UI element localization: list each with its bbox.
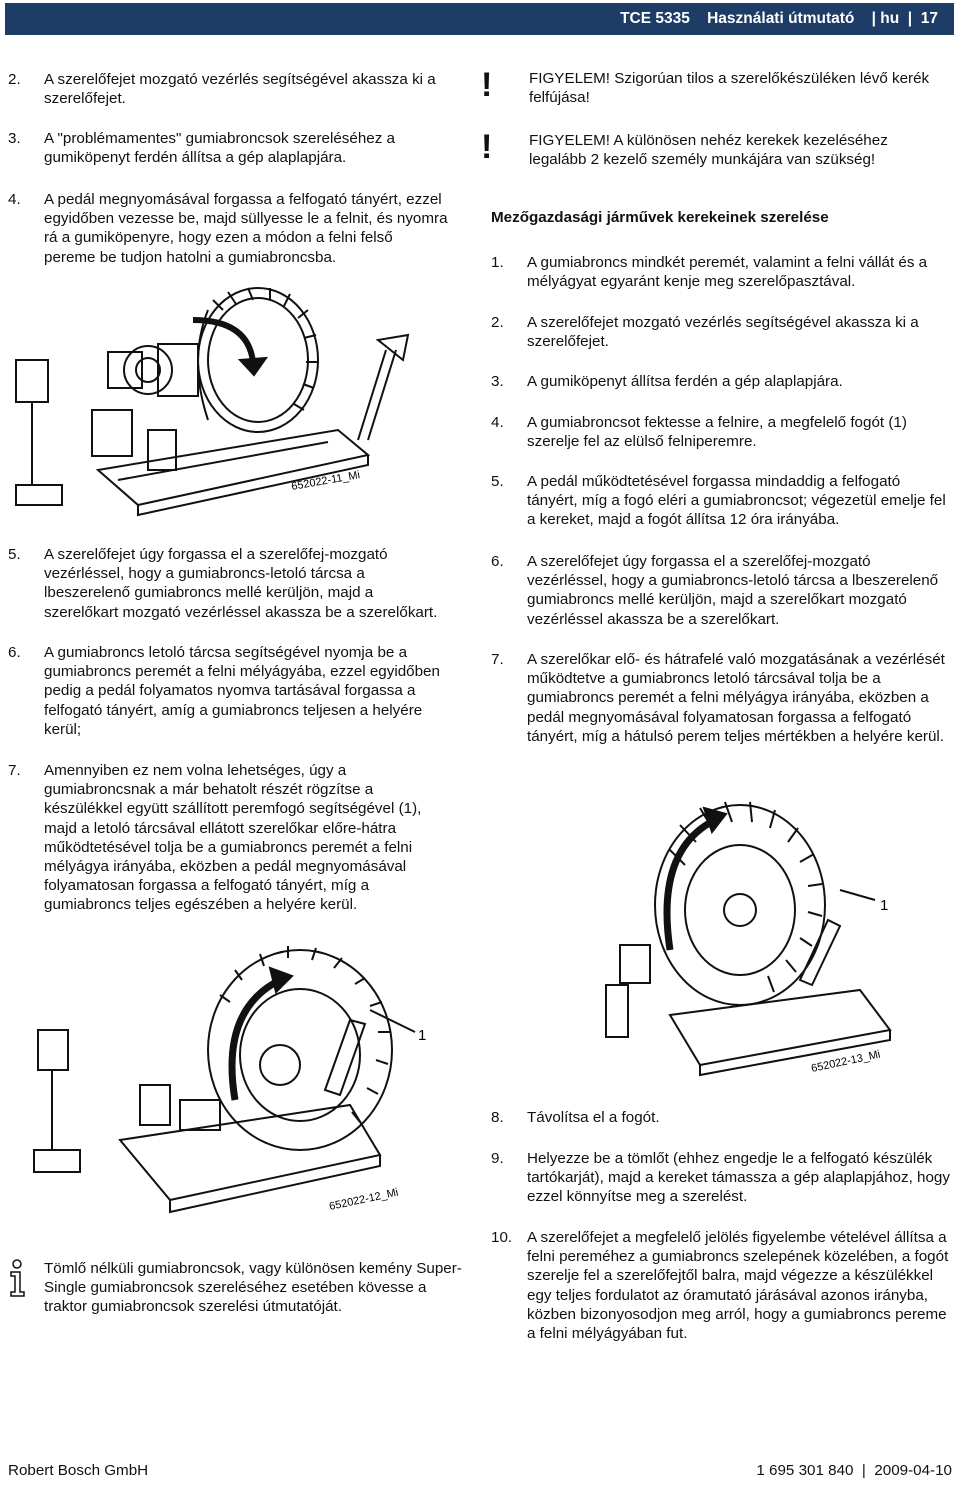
step-text: Helyezze be a tömlőt (ehhez engedje le a felfogató készülék tartókarját), majd a kereket támassza a gép alaplapjához, hogy ezzel könnyítse meg a szerelést. — [527, 1150, 950, 1206]
step-text: Távolítsa el a fogót. — [527, 1109, 660, 1126]
step-text: A gumiköpenyt állítsa ferdén a gép alaplapjára. — [527, 373, 843, 390]
step-number: 10. — [491, 1229, 513, 1246]
warning-text: FIGYELEM! Szigorúan tilos a szerelőkészüléken lévő kerék felfújása! — [529, 70, 930, 107]
step-text: A "problémamentes" gumiabroncsok szereléséhez a gumiköpenyt ferdén állítsa a gép alaplapjára. — [44, 130, 395, 167]
step-text: A gumiabroncs letoló tárcsa segítségével nyomja be a gumiabroncs peremét a felni mélyágyába, ezzel egyidőben pedig a pedál folyamatos nyomva tartásával forgassa a felfogató tányért, amíg a gumiabroncs teljesen a helyére kerül; — [44, 644, 440, 738]
footer-date: 2009-04-10 — [874, 1462, 952, 1479]
warning-heavy-wheels — [529, 131, 949, 169]
step-number: 5. — [8, 546, 21, 563]
step-text: A pedál megnyomásával forgassa a felfogató tányért, ezzel egyidőben vezesse be, majd süllyesse le a felnit, és nyomra rá a gumiköpenyre, hogy ezen a módon a felni felső pereme be tudjon hatolni a gumiabroncsba. — [44, 191, 448, 266]
info-note — [44, 1259, 464, 1317]
footer-company: Robert Bosch GmbH — [8, 1462, 149, 1479]
step-number: 3. — [8, 130, 21, 147]
header-page-number: 17 — [920, 10, 938, 27]
step-text: A gumiabroncsot fektesse a felnire, a megfelelő fogót (1) szerelje fel az elülső felniperemre. — [527, 414, 907, 451]
step-number: 1. — [491, 254, 504, 271]
figure2-code: 652022-12_Mi — [328, 1186, 400, 1213]
header-text: TCE 5335 Használati útmutató | hu | 17 — [620, 10, 938, 27]
section-heading: Mezőgazdasági járművek kerekeinek szerelése — [491, 209, 829, 226]
figure2-label: 1 — [418, 1027, 427, 1044]
step-number: 4. — [8, 191, 21, 208]
footer-docnum: 1 695 301 840 — [756, 1462, 854, 1479]
step-number: 2. — [491, 314, 504, 331]
step-number: 2. — [8, 71, 21, 88]
info-icon — [5, 1258, 29, 1298]
header-doc-id: TCE 5335 — [620, 10, 690, 27]
warning-text: FIGYELEM! A különösen nehéz kerekek kezeléséhez legalább 2 kezelő személy munkájára van szükség! — [529, 132, 888, 169]
figure-tractor-wheel — [600, 780, 930, 1080]
info-note-text: Tömlő nélküli gumiabroncsok, vagy különösen kemény Super-Single gumiabroncsok szereléséhez esetében kövesse a traktor gumiabroncsok szerelési útmutatóját. — [44, 1260, 462, 1316]
figure3-code: 652022-13_Mi — [810, 1048, 882, 1075]
warning-inflation — [529, 69, 949, 107]
step-text: Amennyiben ez nem volna lehetséges, úgy a gumiabroncsnak a már behatolt részét rögzítse a készülékkel együtt szállított peremfogó segítségével (1), majd a letoló tárcsával ellátott szerelőkar előre-hátra működtetésével tolja be a gumiabroncs peremét a felni mélyágya irányába, eközben a pedál megnyomásával folyamatosan forgassa a felfogató tányért, míg a gumiabroncs teljes egészében a helyére kerül. — [44, 762, 422, 914]
step-number: 7. — [8, 762, 21, 779]
figure-tyre-changer-1 — [8, 280, 448, 520]
step-number: 6. — [8, 644, 21, 661]
figure-tyre-changer-2 — [30, 940, 450, 1230]
step-number: 3. — [491, 373, 504, 390]
footer-meta: 1 695 301 840 | 2009-04-10 — [756, 1462, 952, 1479]
warning-icon: ! — [481, 128, 493, 166]
step-text: A szerelőfejet mozgató vezérlés segítségével akassza ki a szerelőfejet. — [44, 71, 436, 108]
figure3-label: 1 — [880, 897, 889, 914]
step-number: 6. — [491, 553, 504, 570]
step-text: A szerelőfejet mozgató vezérlés segítségével akassza ki a szerelőfejet. — [527, 314, 919, 351]
warning-icon: ! — [481, 66, 493, 104]
step-number: 7. — [491, 651, 504, 668]
step-text: A szerelőfejet úgy forgassa el a szerelőfej-mozgató vezérléssel, hogy a gumiabroncs-letoló tárcsa a lbeszerelenő gumiabroncs mellé kerüljön, majd a szerelőkart mozgató vezérléssel akassza be a szerelőkart. — [44, 546, 438, 621]
step-number: 4. — [491, 414, 504, 431]
page-header-bar — [5, 3, 954, 35]
step-text: A szerelőfejet a megfelelő jelölés figyelembe vételével állítsa a felni pereméhez a gumiabroncs szelepének közelében, a fogót szerelje fel a szerelőfejtől balra, majd végezze a készülékkel egy teljes fordulatot az óramutató járásával azonos irányba, közben bizonyosodjon meg arról, hogy a gumiabroncs pereme a felni mélyágyában fut. — [527, 1229, 949, 1343]
figure1-code: 652022-11_Mi — [290, 469, 361, 493]
step-number: 9. — [491, 1150, 504, 1167]
step-number: 5. — [491, 473, 504, 490]
step-text: A szerelőkar elő- és hátrafelé való mozgatásának a vezérlését működtetve a gumiabroncs letoló tárcsával tolja be a gumiabroncs peremét a felni mélyágya irányába, eközben a pedál megnyomásával folyamatosan forgassa a felfogató tányért, míg a hátulsó perem teljes mértékben a helyére kerül. — [527, 651, 945, 745]
header-lang: hu — [880, 10, 900, 27]
step-number: 8. — [491, 1109, 504, 1126]
step-text: A pedál működtetésével forgassa mindaddig a felfogató tányért, míg a fogó eléri a gumiabroncsot; végezetül emelje fel a kereket, majd a fogót állítsa 12 óra irányába. — [527, 473, 946, 529]
header-title: Használati útmutató — [707, 10, 855, 27]
step-text: A szerelőfejet úgy forgassa el a szerelőfej-mozgató vezérléssel, hogy a gumiabroncs-letoló tárcsa a lbeszerelenő gumiabroncs mellé kerüljön, majd a szerelőkart mozgató vezérléssel akassza be a szerelőkart. — [527, 553, 939, 628]
step-text: A gumiabroncs mindkét peremét, valamint a felni vállát és a mélyágyat egyaránt kenje meg szerelőpasztával. — [527, 254, 928, 291]
